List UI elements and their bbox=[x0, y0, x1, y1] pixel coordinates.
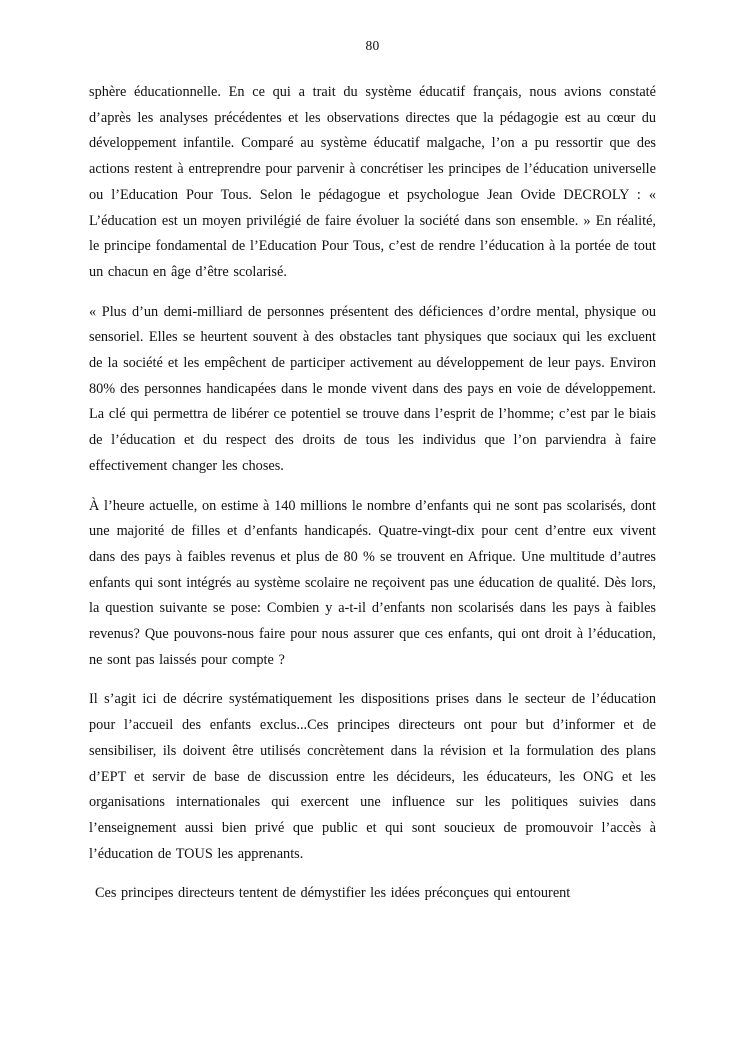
paragraph: Il s’agit ici de décrire systématiquement les dispositions prises dans le secteur de l’éducation pour l’accueil des enfants exclus...Ces principes directeurs ont pour but d’informer et de sensibiliser, ils doivent être utilisés concrètement dans la révision et la formulation des plans d’EPT et servir de base de discussion entre les décideurs, les éducateurs, les ONG et les organisations internationales qui exercent une influence sur les politiques suivies dans l’enseignement aussi bien privé que public et qui sont soucieux de promouvoir l’accès à l’éducation de TOUS les apprenants. bbox=[89, 691, 656, 862]
paragraph: sphère éducationnelle. En ce qui a trait du système éducatif français, nous avions constaté d’après les analyses précédentes et les observations directes que la pédagogie est au cœur du développement infantile. Comparé au système éducatif malgache, l’on a pu ressortir que des actions restent à entreprendre pour parvenir à concrétiser les principes de l’éducation universelle ou l’Education Pour Tous. Selon le pédagogue et psychologue Jean Ovide DECROLY : « L’éducation est un moyen privilégié de faire évoluer la société dans son ensemble. » En réalité, le principe fondamental de l’Education Pour Tous, c’est de rendre l’éducation à la portée de tout un chacun en âge d’être scolarisé. bbox=[89, 84, 656, 280]
page-number: 80 bbox=[365, 38, 380, 53]
paragraph: À l’heure actuelle, on estime à 140 millions le nombre d’enfants qui ne sont pas scolarisés, dont une majorité de filles et d’enfants handicapés. Quatre-vingt-dix pour cent d’entre eux vivent dans des pays à faibles revenus et plus de 80 % se trouvent en Afrique. Une multitude d’autres enfants qui sont intégrés au système scolaire ne reçoivent pas une éducation de qualité. Dès lors, la question suivante se pose: Combien y a-t-il d’enfants non scolarisés dans les pays à faibles revenus? Que pouvons-nous faire pour nous assurer que ces enfants, qui ont droit à l’éducation, ne sont pas laissés pour compte ? bbox=[89, 497, 656, 668]
page-content bbox=[89, 80, 656, 907]
paragraph: « Plus d’un demi-milliard de personnes présentent des déficiences d’ordre mental, physique ou sensoriel. Elles se heurtent souvent à des obstacles tant physiques que sociaux qui les excluent de la société et les empêchent de participer activement au développement de leur pays. Environ 80% des personnes handicapées dans le monde vivent dans des pays en voie de développement. La clé qui permettra de libérer ce potentiel se trouve dans l’esprit de l’homme; c’est par le biais de l’éducation et du respect des droits de tous les individus que l’on parviendra à faire effectivement changer les choses. bbox=[89, 303, 656, 474]
paragraph: Ces principes directeurs tentent de démystifier les idées préconçues qui entourent bbox=[95, 885, 571, 902]
